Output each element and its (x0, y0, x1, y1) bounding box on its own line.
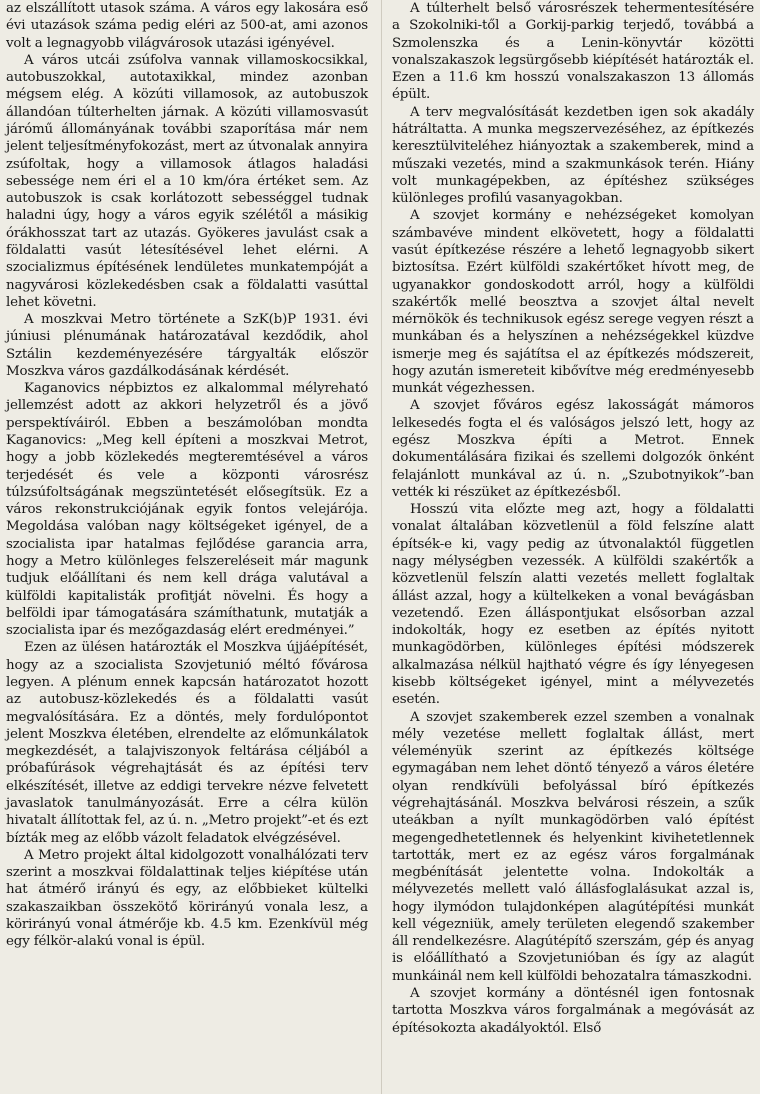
left-text-column (6, 0, 368, 950)
paragraph: A szovjet kormány e nehézségeket komolyan számbavéve mindent elkövetett, hogy a földalatti vasút építkezése részére a lehető legnagyobb sikert biztosítsa. Ezért külföldi szakértőket hívott meg, de ugyanakkor gondoskodott arról, hogy a külföldi szakértők mellé beosztva a szovjet által nevelt mérnökök és technikusok egész serege vegyen részt a munkában és a helyszínen a nehézségekkel küzdve ismerje meg és sajátítsa el az építkezés módszereit, hogy azután ismereteit kibővítve még eredményesebb munkát végezhessen. (392, 208, 754, 397)
paragraph: A szovjet szakemberek ezzel szemben a vonalnak mély vezetése mellett foglaltak állást, mert véleményük szerint az építkezés költsége egymagában nem lehet döntő tényező a város életére olyan rendkívüli befolyással bíró építkezés végrehajtásánál. Moszkva belvárosi részein, a szűk uteákban a nyílt munkagödörben való építést megengedhetetlennek és helyenkint kivihetetlennek tartották, mert ez az egész város forgalmának megbénítását jelentette volna. Indokolták a mélyvezetés mellett való állásfoglalásukat azzal is, hogy ilymódon tulajdonképen alagútépítési munkát kell végezniük, amely területen elegendő szakember áll rendelkezésre. Alagútépítő szerszám, gép és anyag is előállítható a Szovjetunióban és így az alagút munkáinál nem kell külföldi behozatalra támaszkodni. (392, 709, 754, 984)
paragraph: A város utcái zsúfolva vannak villamoskocsikkal, autobuszokkal, autotaxikkal, mindez azonban mégsem elég. A közúti villamosok, az autobuszok állandóan túlterhelten járnak. A közúti villamosvasút járómű állományának további szaporítása már nem jelent teljesítményfokozást, mert az útvonalak annyira zsúfoltak, hogy a villamosok átlagos haladási sebessége nem éri el a 10 km/óra értéket sem. Az autobuszok is csak korlátozott sebességgel tudnak haladni úgy, hogy a város egyik szélétől a másikig órákhosszat tart az utazás. Gyökeres javulást csak a földalatti vasút létesítésével lehet elérni. A szocializmus építésének lendületes munkatempóját a nagyvárosi közlekedésben csak a földalatti vasúttal lehet követni. (6, 52, 368, 310)
paragraph: A túlterhelt belső városrészek tehermentesítésére a Szokolniki-től a Gorkij-parkig terjedő, továbbá a Szmolenszka és a Lenin-könyvtár közötti vonalszakaszok legsürgősebb kiépítését határozták el. Ezen a 11.6 km hosszú vonalszakaszon 13 állomás épült. (392, 1, 754, 103)
paragraph: Ezen az ülésen határozták el Moszkva újjáépítését, hogy az a szocialista Szovjetunió méltó fővárosa legyen. A plénum ennek kapcsán határozatot hozott az autobusz-közlekedés és a földalatti vasút megvalósítására. Ez a döntés, mely fordulópontot jelent Moszkva életében, elrendelte az előmunkálatok megkezdését, a talajviszonyok feltárása céljából a próbafúrások végrehajtását és az építési terv elkészítését, illetve az eddigi tervekre nézve felvetett javaslatok tanulmányozását. Erre a célra külön hivatalt állítottak fel, az ú. n. „Metro projekt”-et és ezt bízták meg az előbb vázolt feladatok elvégzésével. (6, 640, 368, 846)
right-text-column (392, 0, 754, 1037)
column-gutter (381, 0, 382, 1094)
paragraph: Hosszú vita előzte meg azt, hogy a földalatti vonalat általában közvetlenül a föld felszíne alatt építsék-e ki, vagy pedig az útvonalaktól független nagy mélységben vezessék. A külföldi szakértők a közvetlenül felszín alatti vezetés mellett foglaltak állást azzal, hogy a kültelkeken a vonal bevágásban vezetendő. Ezen álláspontjukat elsősorban azzal indokolták, hogy ez esetben az építés nyitott munkagödörben, különleges építési módszerek alkalmazása nélkül hajtható végre és így lényegesen kisebb költségeket igényel, mint a mélyvezetés esetén. (392, 502, 754, 708)
paragraph: A terv megvalósítását kezdetben igen sok akadály hátráltatta. A munka megszervezéséhez, az építkezés keresztülviteléhez hiányoztak a szakemberek, mind a műszaki vezetés, mind a szakmunkások terén. Hiány volt munkagépekben, az építéshez szükséges különleges profilú vasanyagokban. (392, 104, 754, 207)
paragraph: A szovjet kormány a döntésnél igen fontosnak tartotta Moszkva város forgalmának a megóvását az építésokozta akadályoktól. Első (392, 986, 754, 1036)
paragraph: A moszkvai Metro története a SzK(b)P 1931. évi júniusi plénumának határozatával kezdődik, ahol Sztálin kezdeményezésére tárgyalták először Moszkva város gazdálkodásának kérdését. (6, 312, 368, 379)
paragraph: Kaganovics népbiztos ez alkalommal mélyreható jellemzést adott az akkori helyzetről és a jövő perspektíváiról. Ebben a beszámolóban mondta Kaganovics: „Meg kell építeni a moszkvai Metrot, hogy a jobb közlekedés megteremtésével a város terjedését és vele a központi városrész túlzsúfoltságának megszüntetését elősegítsük. Ez a város rekonstrukciójának egyik fontos velejárója. Megoldása valóban nagy költségeket igényel, de a szocialista ipar hatalmas fejlődése garancia arra, hogy a Metro különleges felszereléseit már magunk tudjuk előállítani és nem kell drága valutával a külföldi kapitalisták profitját növelni. És hogy a belföldi ipar támogatására számíthatunk, mutatják a szocialista ipar és mezőgazdaság elért eredményei.” (6, 381, 368, 639)
paragraph: A Metro projekt által kidolgozott vonalhálózati terv szerint a moszkvai földalattinak teljes kiépítése után hat átmérő irányú és egy, az előbbieket kültelki szakaszaikban összekötő körirányú vonala lesz, a körirányú vonal átmérője kb. 4.5 km. Ezenkívül még egy félkör-alakú vonal is épül. (6, 847, 368, 950)
paragraph: A szovjet főváros egész lakosságát mámoros lelkesedés fogta el és valóságos jelszó lett, hogy az egész Moszkva építi a Metrot. Ennek dokumentálására fizikai és szellemi dolgozók önként felajánlott munkával az ú. n. „Szubotnyikok”-ban vették ki részüket az építkezésből. (392, 398, 754, 500)
paragraph: az elszállított utasok száma. A város egy lakosára eső évi utazások száma pedig eléri az 500-at, ami azonos volt a legnagyobb világvárosok utazási igényével. (6, 1, 368, 51)
